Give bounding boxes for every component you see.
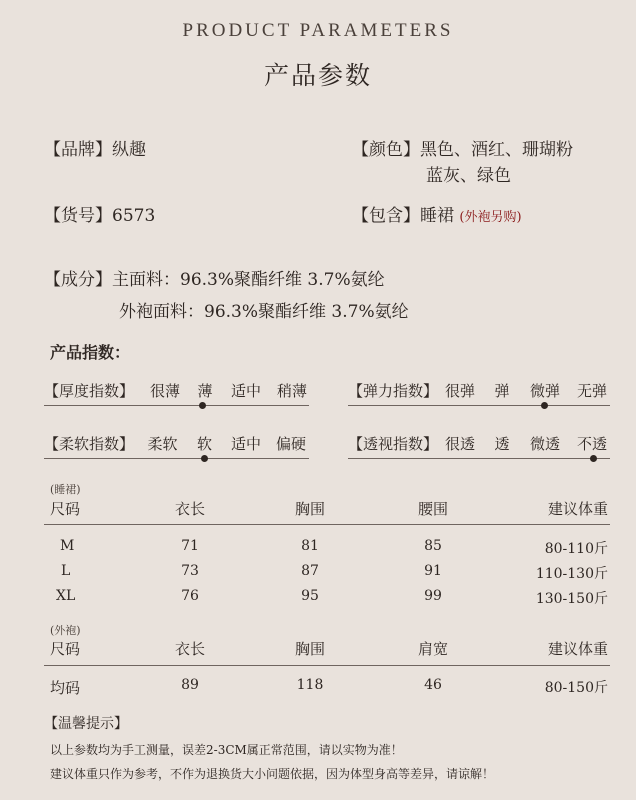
softness-option-3: 适中 xyxy=(230,435,261,453)
robe-header-length: 衣长 xyxy=(174,640,205,658)
nightdress-row-3-size: XL xyxy=(56,588,76,604)
nightdress-header-rule xyxy=(44,524,610,525)
robe-table-caption: (外袍) xyxy=(50,624,81,637)
thickness-option-3: 适中 xyxy=(230,382,261,400)
transparency-marker xyxy=(590,455,597,462)
nightdress-row-1-waist: 85 xyxy=(424,538,442,554)
transparency-scale-line xyxy=(348,458,610,459)
nightdress-row-2-size: L xyxy=(61,563,71,579)
color-value-line1: 黑色、酒红、珊瑚粉 xyxy=(420,140,573,160)
elasticity-scale-line xyxy=(348,405,610,406)
transparency-label: 【透视指数】 xyxy=(348,435,439,453)
elasticity-option-1: 很弹 xyxy=(444,382,475,400)
thickness-marker xyxy=(199,402,206,409)
nightdress-header-length: 衣长 xyxy=(174,500,205,518)
thickness-option-2: 薄 xyxy=(197,382,213,400)
thickness-scale-line xyxy=(44,405,309,406)
nightdress-header-size: 尺码 xyxy=(50,500,81,518)
brand-value: 纵趣 xyxy=(112,140,146,160)
nightdress-row-1-length: 71 xyxy=(181,538,199,554)
softness-option-1: 柔软 xyxy=(147,435,178,453)
softness-option-4: 偏硬 xyxy=(275,435,306,453)
composition-robe: 外袍面料：96.3%聚酯纤维 3.7%氨纶 xyxy=(119,302,409,322)
nightdress-row-3-waist: 99 xyxy=(424,588,442,604)
transparency-option-2: 透 xyxy=(494,435,510,453)
robe-row-1-weight: 80-150斤 xyxy=(544,680,608,696)
composition-label: 【成分】 xyxy=(44,270,112,290)
nightdress-row-1-bust: 81 xyxy=(301,538,319,554)
elasticity-label: 【弹力指数】 xyxy=(348,382,439,400)
brand-row xyxy=(44,135,146,160)
includes-row xyxy=(352,201,522,226)
thickness-label: 【厚度指数】 xyxy=(44,382,135,400)
robe-header-size: 尺码 xyxy=(50,640,81,658)
nightdress-row-2-length: 73 xyxy=(181,563,199,579)
nightdress-row-3-bust: 95 xyxy=(301,588,319,604)
page-title-cn: 产品参数 xyxy=(263,61,372,90)
softness-scale-line xyxy=(44,458,309,459)
nightdress-table-caption: (睡裙) xyxy=(50,483,81,496)
nightdress-row-1-size: M xyxy=(60,538,75,554)
sku-label: 【货号】 xyxy=(44,206,112,226)
color-label: 【颜色】 xyxy=(352,140,420,160)
notes-line-1: 以上参数均为手工测量，误差2-3CM属正常范围，请以实物为准！ xyxy=(50,743,403,757)
page-title-en: PRODUCT PARAMETERS xyxy=(182,20,454,41)
indices-section-title: 产品指数： xyxy=(50,343,131,362)
nightdress-header-weight: 建议体重 xyxy=(547,500,608,518)
color-value-line2: 蓝灰、绿色 xyxy=(426,166,511,186)
elasticity-option-2: 弹 xyxy=(494,382,510,400)
elasticity-marker xyxy=(541,402,548,409)
nightdress-row-2-waist: 91 xyxy=(424,563,442,579)
thickness-option-4: 稍薄 xyxy=(276,382,307,400)
transparency-option-3: 微透 xyxy=(529,435,560,453)
color-row xyxy=(352,135,573,160)
nightdress-row-3-weight: 130-150斤 xyxy=(535,591,608,607)
nightdress-row-2-bust: 87 xyxy=(301,563,319,579)
composition-row xyxy=(44,265,385,290)
transparency-option-1: 很透 xyxy=(444,435,475,453)
softness-label: 【柔软指数】 xyxy=(44,435,135,453)
elasticity-option-4: 无弹 xyxy=(576,382,607,400)
includes-label: 【包含】 xyxy=(352,206,420,226)
robe-header-shoulder: 肩宽 xyxy=(417,640,448,658)
robe-header-rule xyxy=(44,665,610,666)
nightdress-row-2-weight: 110-130斤 xyxy=(535,566,608,582)
softness-marker xyxy=(201,455,208,462)
notes-title: 【温馨提示】 xyxy=(44,716,128,732)
softness-option-2: 软 xyxy=(196,435,212,453)
elasticity-option-3: 微弹 xyxy=(529,382,560,400)
robe-row-1-size: 均码 xyxy=(50,679,81,697)
brand-label: 【品牌】 xyxy=(44,140,112,160)
includes-value: 睡裙 xyxy=(420,206,454,226)
nightdress-header-bust: 胸围 xyxy=(294,500,325,518)
sku-row xyxy=(44,201,155,226)
robe-header-bust: 胸围 xyxy=(294,640,325,658)
composition-main: 主面料：96.3%聚酯纤维 3.7%氨纶 xyxy=(112,270,385,290)
thickness-option-1: 很薄 xyxy=(149,382,180,400)
nightdress-header-waist: 腰围 xyxy=(417,500,448,518)
sku-value: 6573 xyxy=(112,206,156,226)
robe-row-1-bust: 118 xyxy=(296,677,324,693)
nightdress-row-3-length: 76 xyxy=(181,588,199,604)
transparency-option-4: 不透 xyxy=(576,435,607,453)
robe-header-weight: 建议体重 xyxy=(547,640,608,658)
notes-line-2: 建议体重只作为参考，不作为退换货大小问题依据，因为体型身高等差异，请谅解！ xyxy=(50,767,495,781)
robe-row-1-shoulder: 46 xyxy=(424,677,442,693)
nightdress-row-1-weight: 80-110斤 xyxy=(544,541,608,557)
robe-row-1-length: 89 xyxy=(181,677,199,693)
includes-note: (外袍另购) xyxy=(459,210,522,225)
